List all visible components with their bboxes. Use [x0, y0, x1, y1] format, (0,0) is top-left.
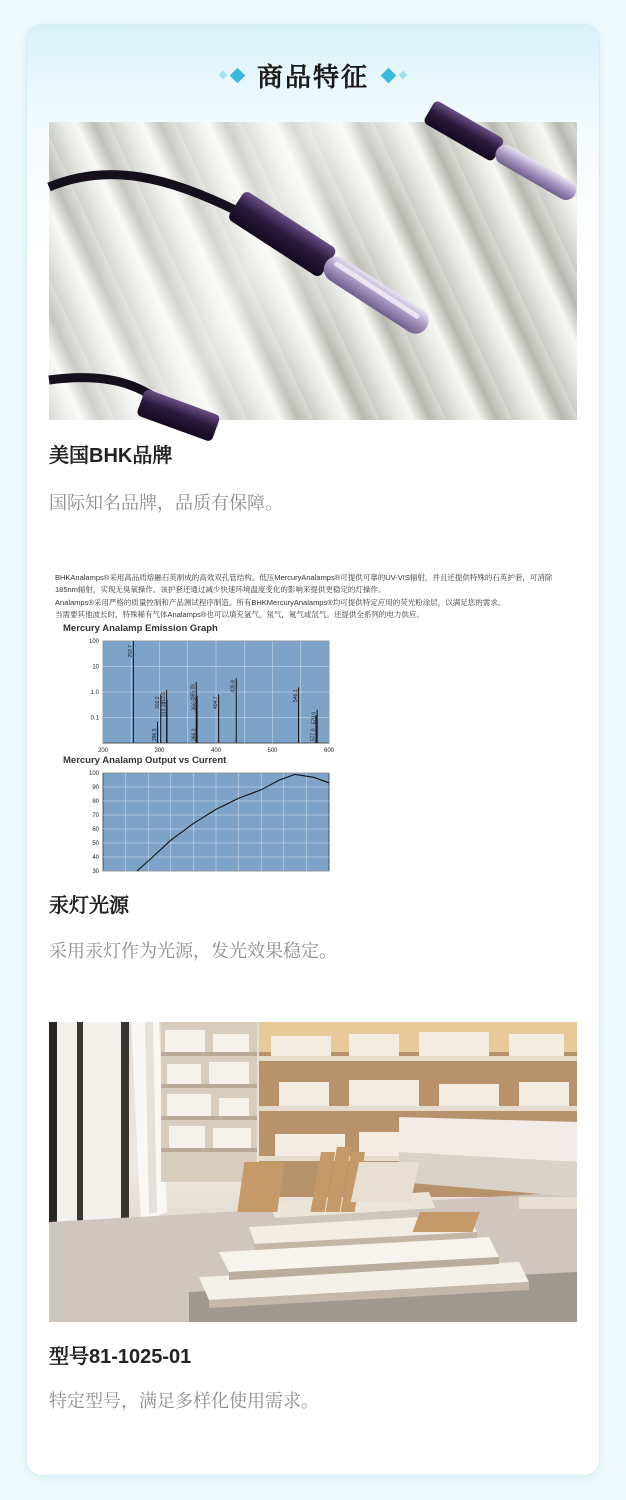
lamp-photo: [49, 122, 577, 420]
feature-desc-source: 采用汞灯作为光源，发光效果稳定。: [49, 941, 337, 962]
sheet-line: Analamps®采用严格的质量控制和产品测试程序制造。所有BHKMercuryAnalamps®均可提供特定应用的荧光粉涂层，以满足您的需求。: [55, 598, 506, 607]
y-tick-label: 60: [92, 827, 99, 833]
emission-line-label: 302.2: [155, 696, 162, 709]
emission-graph-title: Mercury Analamp Emission Graph: [63, 623, 218, 634]
section-title: 商品特征: [256, 62, 369, 93]
feature-title-brand: 美国BHK品牌: [49, 445, 173, 467]
emission-line-label: 312.6: [161, 691, 168, 705]
y-tick-label: 80: [92, 799, 99, 805]
left-diamond-icon: [220, 70, 243, 81]
sheet-line: 当需要其他波长时，特殊稀有气体Analamps®也可以填充氩气，氖气，氪气或氙气。还提供全系列的电力供应。: [55, 610, 424, 619]
x-tick-label: 400: [210, 748, 222, 754]
feature-desc-model: 特定型号，满足多样化使用需求。: [49, 1391, 319, 1412]
emission-line-label: 366.3: [191, 728, 198, 741]
x-tick-label: 300: [154, 748, 165, 754]
sheet-line: BHKAnalamps®采用高品质熔融石英制成的高效双孔管结构。低压MercuryAnalamps®可提供可靠的UV-VIS辐射，并且还提供特殊的石英护套，可消除: [55, 573, 553, 582]
y-tick-label: 70: [92, 813, 99, 819]
y-tick-label: 40: [92, 855, 99, 861]
y-tick-label: 10: [92, 664, 99, 671]
emission-line-label: 313.2d: [161, 701, 168, 717]
y-tick-label: 100: [88, 639, 99, 645]
datasheet-image: [49, 565, 577, 875]
showroom-photo: [49, 1022, 577, 1322]
emission-line-label: 579.0: [311, 711, 318, 725]
y-tick-label: 100: [88, 771, 99, 777]
section-header: [27, 55, 599, 95]
y-tick-label: 30: [92, 869, 99, 875]
emission-line-label: 365.0b: [190, 683, 197, 700]
x-tick-label: 200: [97, 748, 109, 754]
x-tick-label: 500: [267, 748, 278, 754]
emission-graph: [55, 637, 335, 767]
y-tick-label: 50: [92, 841, 99, 847]
feature-title-source: 汞灯光源: [49, 895, 129, 917]
emission-line-label: 577.0: [310, 728, 317, 741]
y-tick-label: 1.0: [90, 690, 99, 696]
output-graph-title: Mercury Analamp Output vs Current: [63, 755, 227, 766]
emission-line-label: 435.8: [230, 680, 237, 693]
feature-desc-brand: 国际知名品牌，品质有保障。: [49, 493, 283, 514]
emission-line-label: 404.7: [213, 696, 220, 709]
output-graph: [55, 769, 315, 875]
feature-title-model: 型号81-1025-01: [49, 1346, 192, 1368]
y-tick-label: 90: [92, 785, 99, 791]
emission-line-label: 546.1: [293, 689, 300, 703]
emission-line-label: 296.5: [152, 728, 159, 741]
sheet-line: 185nm辐射，实现无臭氧操作。该护套还通过减少快速环境温度变化的影响来提供更稳定的灯操作。: [55, 585, 386, 594]
emission-line-label: 366.5: [191, 697, 198, 711]
y-tick-label: 0.1: [90, 715, 99, 722]
feature-card: [26, 24, 600, 1476]
x-tick-label: 600: [323, 748, 335, 754]
right-diamond-icon: [383, 70, 406, 81]
emission-line-label: 253.7: [127, 645, 134, 658]
